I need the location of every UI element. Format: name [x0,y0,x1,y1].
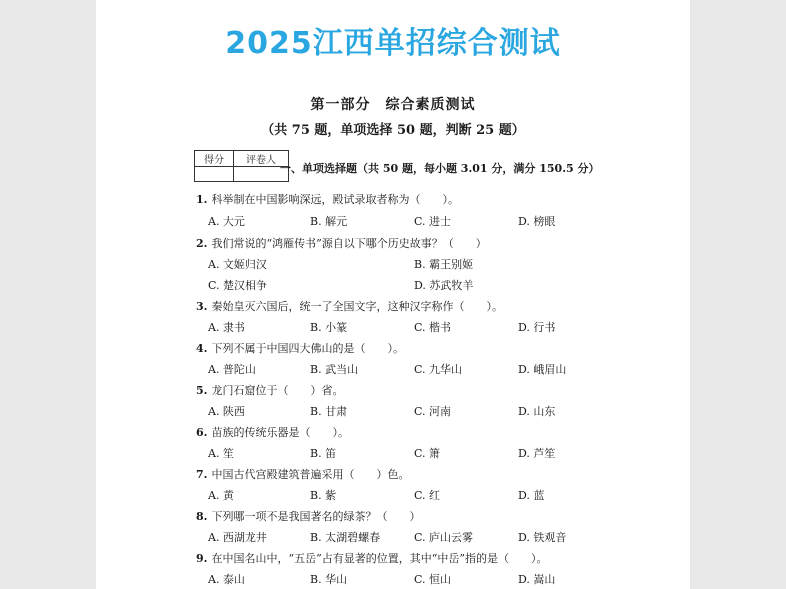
question-8 [196,508,420,524]
option-c: C. 红 [414,489,441,502]
grader-header: 评卷人 [234,151,289,167]
question-text: 下列不属于中国四大佛山的是（ ）。 [211,342,404,355]
option-d: D. 芦笙 [518,447,556,460]
option-d: D. 苏武牧羊 [414,279,474,292]
score-table [194,150,289,182]
option-d: D. 榜眼 [518,215,556,228]
option-b: B. 甘肃 [310,405,348,418]
option-a: A. 黄 [208,489,234,502]
question-number: 4. [196,342,208,355]
option-a: A. 陕西 [208,405,245,418]
option-b: B. 解元 [310,215,348,228]
option-a: A. 大元 [208,215,245,228]
question-number: 2. [196,237,208,250]
option-c: C. 楚汉相争 [208,279,268,292]
option-c: C. 恒山 [414,573,452,586]
option-d: D. 山东 [518,405,556,418]
option-c: C. 九华山 [414,363,463,376]
option-b: B. 霸王别姬 [414,258,474,271]
exam-page [96,0,690,589]
question-number: 8. [196,510,208,523]
question-number: 6. [196,426,208,439]
question-number: 3. [196,300,208,313]
banner-title: 2025江西单招综合测试 [225,26,561,61]
option-b: B. 华山 [310,573,348,586]
option-b: B. 笛 [310,447,337,460]
option-c: C. 庐山云雾 [414,531,474,544]
section-title: 一、单项选择题（共 50 题，每小题 3.01 分，满分 150.5 分） [280,162,600,175]
question-number: 1. [196,193,208,206]
question-text: 秦始皇灭六国后，统一了全国文字，这种汉字称作（ ）。 [211,300,503,313]
question-text: 我们常说的“鸿雁传书”源自以下哪个历史故事？（ ） [211,237,487,250]
question-text: 苗族的传统乐器是（ ）。 [211,426,349,439]
question-4 [196,340,404,356]
question-7 [196,466,409,482]
question-text: 下列哪一项不是我国著名的绿茶？（ ） [211,510,421,523]
question-number: 5. [196,384,208,397]
option-d: D. 蓝 [518,489,545,502]
option-c: C. 河南 [414,405,452,418]
score-cell [195,167,234,182]
option-c: C. 箫 [414,447,441,460]
question-3 [196,298,503,314]
question-number: 7. [196,468,208,481]
option-d: D. 嵩山 [518,573,556,586]
question-number: 9. [196,552,208,565]
question-9 [196,550,547,566]
option-a: A. 普陀山 [208,363,256,376]
option-d: D. 行书 [518,321,556,334]
question-text: 中国古代宫殿建筑普遍采用（ ）色。 [211,468,410,481]
question-text: 科举制在中国影响深远，殿试录取者称为（ ）。 [211,193,459,206]
question-text: 在中国名山中，“五岳”占有显著的位置，其中“中岳”指的是（ ）。 [211,552,548,565]
option-c: C. 楷书 [414,321,452,334]
option-a: A. 笙 [208,447,234,460]
option-a: A. 泰山 [208,573,245,586]
question-2 [196,235,487,251]
option-b: B. 小篆 [310,321,348,334]
part-title: 第一部分 综合素质测试 [310,97,476,113]
question-6 [196,424,349,440]
option-a: A. 文姬归汉 [208,258,267,271]
option-c: C. 进士 [414,215,452,228]
score-header: 得分 [195,151,234,167]
option-a: A. 隶书 [208,321,245,334]
question-text: 龙门石窟位于（ ）省。 [211,384,344,397]
option-d: D. 峨眉山 [518,363,567,376]
part-subtitle: （共 75 题，单项选择 50 题，判断 25 题） [261,123,525,138]
option-d: D. 铁观音 [518,531,567,544]
option-b: B. 紫 [310,489,337,502]
option-b: B. 武当山 [310,363,359,376]
left-margin [0,0,96,589]
question-5 [196,382,343,398]
right-margin [690,0,786,589]
question-1 [196,191,459,207]
option-a: A. 西湖龙井 [208,531,267,544]
option-b: B. 太湖碧螺春 [310,531,381,544]
